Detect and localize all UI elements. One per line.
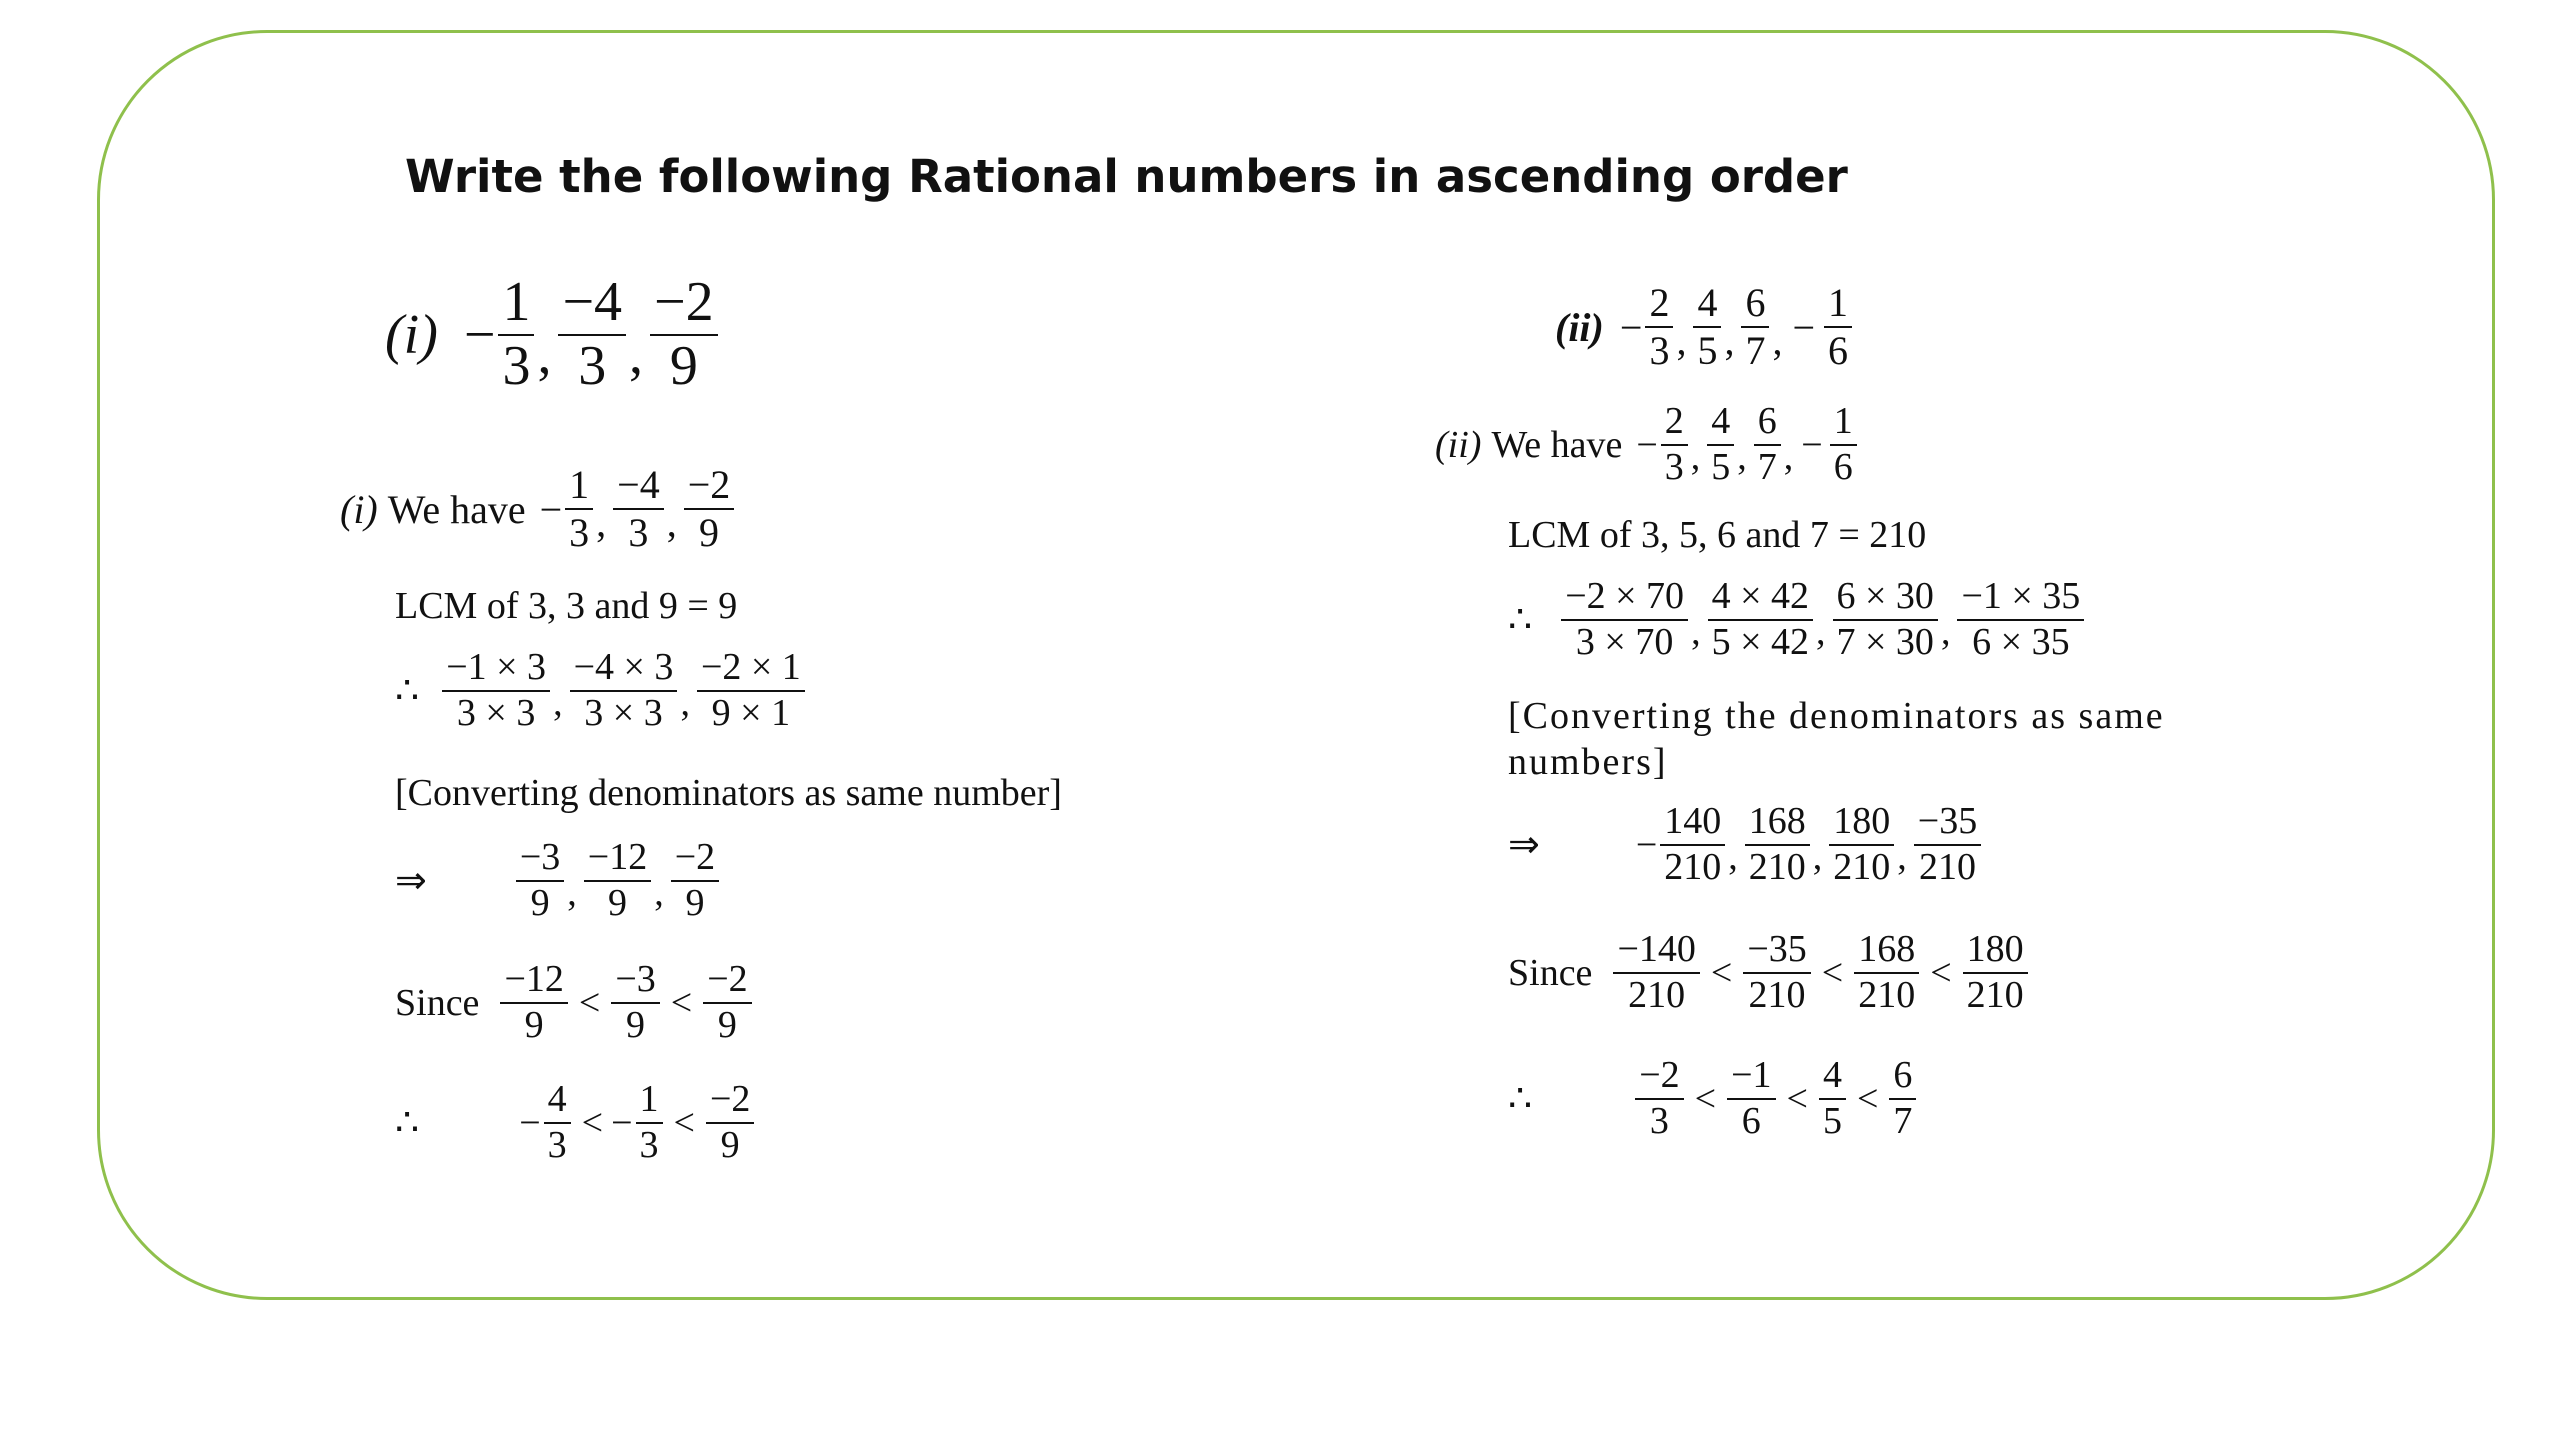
math-symbol: ∴ <box>395 670 420 713</box>
denominator: 3 <box>578 334 607 397</box>
fraction <box>1635 1054 1683 1143</box>
part-i-lcm: LCM of 3, 3 and 9 = 9 <box>395 585 738 627</box>
denominator: 210 <box>1858 973 1916 1016</box>
math-symbol: (ii) <box>1435 423 1482 466</box>
fraction <box>613 462 664 556</box>
denominator: 3 <box>1664 445 1684 488</box>
numerator: −1 × 35 <box>1957 575 2084 621</box>
denominator: 210 <box>1833 845 1891 888</box>
numerator: 4 <box>1819 1054 1846 1100</box>
denominator: 5 <box>1697 328 1718 373</box>
math-symbol: , <box>666 500 677 545</box>
denominator: 9 <box>669 334 698 397</box>
part-i-label: (i) <box>385 303 438 366</box>
part-ii-we-have <box>1435 400 1860 489</box>
math-symbol: , <box>553 682 563 725</box>
part-i-problem <box>385 272 721 397</box>
math-symbol: , <box>1724 318 1735 363</box>
fraction <box>684 462 735 556</box>
denominator: 3 <box>547 1123 567 1166</box>
numerator: 6 <box>1741 280 1769 328</box>
math-symbol: Since <box>1508 951 1593 994</box>
denominator: 5 × 42 <box>1711 620 1809 663</box>
part-ii-result <box>1508 1054 1919 1143</box>
fraction <box>1745 800 1810 889</box>
math-symbol: ∴ <box>1508 1078 1533 1121</box>
math-symbol: < <box>1786 1077 1808 1120</box>
fraction <box>516 836 564 925</box>
math-symbol: , <box>1897 836 1907 879</box>
math-symbol: ∴ <box>395 1102 420 1145</box>
math-symbol: , <box>1676 318 1687 363</box>
denominator: 210 <box>1664 845 1722 888</box>
denominator: 6 × 35 <box>1972 620 2070 663</box>
math-symbol: , <box>629 324 644 387</box>
fraction <box>1613 928 1699 1017</box>
part-i-fraction <box>498 272 534 397</box>
numerator: 140 <box>1660 800 1725 846</box>
part-i-fraction <box>558 272 626 397</box>
numerator: −2 × 1 <box>697 646 805 692</box>
math-symbol: < <box>1930 951 1952 994</box>
math-symbol: < <box>1710 951 1733 994</box>
denominator: 9 <box>608 881 627 924</box>
numerator: −2 <box>706 1078 754 1124</box>
math-symbol: − <box>519 1101 541 1144</box>
denominator: 3 × 70 <box>1575 620 1674 663</box>
fraction <box>1727 1054 1775 1143</box>
fraction <box>1914 800 1981 889</box>
denominator: 210 <box>1628 973 1686 1016</box>
numerator: 1 <box>636 1078 663 1124</box>
fraction <box>1754 400 1781 489</box>
math-symbol: , <box>596 500 607 545</box>
math-symbol: − <box>1636 423 1658 466</box>
math-symbol: , <box>1816 611 1826 654</box>
denominator: 3 <box>628 510 649 555</box>
part-i-we-have-label: (i) <box>340 486 378 532</box>
fraction <box>1854 928 1919 1017</box>
fraction <box>1819 1054 1846 1143</box>
part-ii-lcm: LCM of 3, 5, 6 and 7 = 210 <box>1508 514 1927 556</box>
denominator: 210 <box>1748 973 1806 1016</box>
fraction <box>1693 280 1721 374</box>
math-symbol: < <box>1694 1077 1717 1120</box>
math-symbol: < <box>673 1101 695 1144</box>
math-symbol: ⇒ <box>1508 824 1540 867</box>
denominator: 6 <box>1833 445 1853 488</box>
fraction <box>544 1078 571 1167</box>
part-ii-note-line2: numbers] <box>1508 741 1668 783</box>
fraction <box>1707 400 1734 489</box>
fraction <box>706 1078 754 1167</box>
denominator: 210 <box>1919 845 1976 888</box>
denominator: 210 <box>1966 973 2024 1016</box>
numerator: −4 <box>558 272 626 336</box>
denominator: 3 <box>502 334 531 397</box>
fraction <box>611 958 659 1047</box>
math-symbol: ⇒ <box>395 860 427 903</box>
denominator: 9 <box>685 881 705 924</box>
math-symbol: < <box>1821 951 1844 994</box>
denominator: 3 <box>639 1123 659 1166</box>
numerator: 4 <box>1693 280 1721 328</box>
math-symbol: We have <box>1491 423 1623 466</box>
part-i-we-have-text: We have <box>387 486 526 532</box>
numerator: −2 <box>671 836 719 882</box>
denominator: 9 <box>626 1003 646 1046</box>
fraction <box>1561 575 1688 664</box>
denominator: 5 <box>1822 1099 1842 1142</box>
math-symbol: − <box>1619 304 1643 350</box>
math-symbol: , <box>1728 836 1738 879</box>
denominator: 210 <box>1748 845 1806 888</box>
part-i-since <box>395 958 755 1047</box>
numerator: −3 <box>516 836 564 882</box>
math-symbol: ∴ <box>1508 599 1533 642</box>
part-ii-problem <box>1555 280 1855 374</box>
denominator: 5 <box>1711 445 1731 488</box>
math-symbol: , <box>537 324 552 387</box>
numerator: −4 × 3 <box>570 646 678 692</box>
numerator: 4 <box>1707 400 1734 446</box>
numerator: 1 <box>1824 280 1852 328</box>
part-i-sign-0: − <box>463 303 496 366</box>
fraction <box>1743 928 1810 1017</box>
math-symbol: , <box>1691 611 1701 654</box>
fraction <box>636 1078 663 1167</box>
part-ii-label: (ii) <box>1555 304 1604 350</box>
numerator: −12 <box>500 958 567 1004</box>
part-ii-note-line1: [Converting the denominators as same <box>1508 695 2165 737</box>
numerator: −2 <box>1635 1054 1683 1100</box>
numerator: 168 <box>1745 800 1810 846</box>
fraction <box>1830 400 1857 489</box>
denominator: 7 <box>1893 1099 1913 1142</box>
part-i-step2 <box>395 836 722 925</box>
fraction <box>1957 575 2084 664</box>
numerator: 2 <box>1661 400 1688 446</box>
fraction <box>570 646 678 735</box>
denominator: 9 <box>530 881 550 924</box>
numerator: 4 × 42 <box>1708 575 1813 621</box>
math-symbol: < <box>581 1101 604 1144</box>
math-symbol: − <box>1801 423 1823 466</box>
numerator: 1 <box>565 462 593 510</box>
part-i-we-have <box>340 462 737 556</box>
math-symbol: < <box>670 981 693 1024</box>
numerator: −35 <box>1914 800 1981 846</box>
fraction <box>1963 928 2028 1017</box>
fraction <box>565 462 593 556</box>
numerator: −12 <box>584 836 651 882</box>
fraction <box>442 646 550 735</box>
math-symbol: , <box>654 872 664 915</box>
denominator: 3 <box>1649 1099 1669 1142</box>
fraction <box>697 646 805 735</box>
numerator: −3 <box>611 958 659 1004</box>
math-symbol: , <box>1940 611 1951 654</box>
numerator: −2 <box>684 462 735 510</box>
math-symbol: < <box>578 981 601 1024</box>
part-ii-step1 <box>1508 575 2087 664</box>
math-symbol: − <box>1635 823 1658 866</box>
denominator: 7 <box>1757 445 1777 488</box>
denominator: 9 <box>698 510 719 555</box>
math-symbol: − <box>539 486 563 532</box>
fraction <box>1661 400 1688 489</box>
math-symbol: − <box>611 1101 633 1144</box>
numerator: 4 <box>544 1078 571 1124</box>
math-symbol: , <box>680 682 690 725</box>
denominator: 9 × 1 <box>711 691 791 734</box>
numerator: 6 <box>1754 400 1781 446</box>
fraction <box>1645 280 1673 374</box>
denominator: 9 <box>720 1123 740 1166</box>
part-i-step1 <box>395 646 808 735</box>
fraction <box>500 958 567 1047</box>
denominator: 3 × 3 <box>456 691 536 734</box>
denominator: 6 <box>1741 1099 1761 1142</box>
page-title: Write the following Rational numbers in ascending order <box>405 150 1848 203</box>
part-i-result <box>395 1078 757 1167</box>
numerator: 180 <box>1963 928 2028 974</box>
numerator: −4 <box>613 462 664 510</box>
fraction <box>1741 280 1769 374</box>
part-i-note: [Converting denominators as same number] <box>395 772 1062 814</box>
math-symbol: , <box>1737 436 1747 479</box>
numerator: 1 <box>498 272 534 336</box>
fraction <box>584 836 651 925</box>
math-symbol: , <box>567 872 577 915</box>
part-i-fraction <box>650 272 718 397</box>
math-symbol: − <box>1792 304 1815 350</box>
numerator: −2 <box>703 958 751 1004</box>
numerator: 2 <box>1645 280 1673 328</box>
denominator: 3 × 3 <box>584 691 663 734</box>
numerator: −35 <box>1743 928 1810 974</box>
numerator: −1 <box>1727 1054 1775 1100</box>
numerator: 6 <box>1889 1054 1916 1100</box>
denominator: 7 <box>1745 328 1766 373</box>
numerator: 180 <box>1829 800 1894 846</box>
denominator: 3 <box>1649 328 1670 373</box>
fraction <box>1660 800 1725 889</box>
fraction <box>1708 575 1813 664</box>
numerator: −1 × 3 <box>442 646 550 692</box>
denominator: 9 <box>717 1003 737 1046</box>
denominator: 3 <box>569 510 590 555</box>
part-ii-since <box>1508 928 2031 1017</box>
math-symbol: , <box>1772 318 1783 363</box>
math-symbol: Since <box>395 981 480 1024</box>
denominator: 7 × 30 <box>1836 620 1934 663</box>
numerator: 6 × 30 <box>1833 575 1938 621</box>
fraction <box>671 836 719 925</box>
math-symbol: , <box>1783 436 1794 479</box>
numerator: −140 <box>1613 928 1699 974</box>
denominator: 9 <box>524 1003 544 1046</box>
fraction <box>1889 1054 1916 1143</box>
math-symbol: , <box>1812 836 1823 879</box>
denominator: 6 <box>1828 328 1848 373</box>
math-symbol: , <box>1690 436 1701 479</box>
fraction <box>1829 800 1894 889</box>
part-ii-step2 <box>1508 800 1984 889</box>
fraction <box>1824 280 1852 374</box>
numerator: −2 × 70 <box>1561 575 1688 621</box>
numerator: 1 <box>1830 400 1857 446</box>
numerator: −2 <box>650 272 718 336</box>
numerator: 168 <box>1854 928 1919 974</box>
math-symbol: < <box>1856 1077 1879 1120</box>
fraction <box>703 958 751 1047</box>
fraction <box>1833 575 1938 664</box>
